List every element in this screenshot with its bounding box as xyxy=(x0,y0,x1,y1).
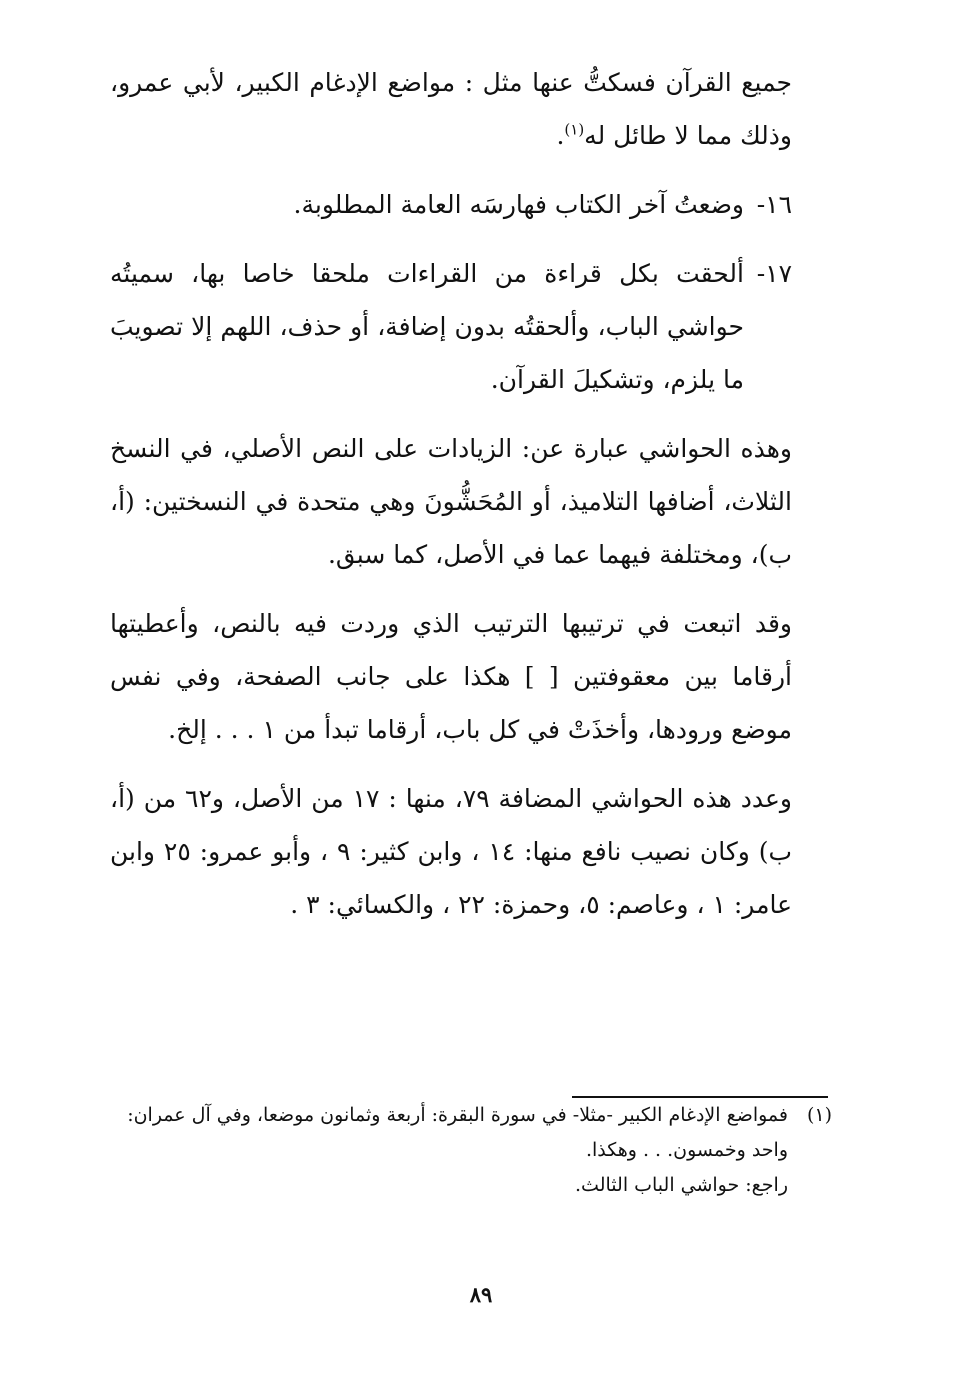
paragraph-adad: وعدد هذه الحواشي المضافة ٧٩، منها : ١٧ من الأصل، و٦٢ من (أ، ب) وكان نصيب نافع منها: ١٤ ، وابن كثير: ٩ ، وأبو عمرو: ٢٥ وابن عامر: ١ ، وعاصم: ٥، وحمزة: ٢٢ ، والكسائي: ٣ . xyxy=(110,784,792,919)
footnotes xyxy=(110,1098,832,1203)
footnote-reference[interactable]: (١) xyxy=(564,120,585,139)
list-item-number: ١٦- xyxy=(756,190,792,219)
list-item-text: وضعتُ آخر الكتاب فهارسَه العامة المطلوبة. xyxy=(293,190,744,219)
list-item-16 xyxy=(110,178,792,231)
paragraph-tartib: وقد اتبعت في ترتيبها الترتيب الذي وردت فيه بالنص، وأعطيتها أرقاما بين معقوفتين [ ] هكذا على جانب الصفحة، وفي نفس موضع ورودها، وأخذَتْ في كل باب، أرقاما تبدأ من ١ . . . إلخ. xyxy=(110,609,792,744)
page-number: ٨٩ xyxy=(469,1282,493,1307)
paragraph-hawashi: وهذه الحواشي عبارة عن: الزيادات على النص الأصلي، في النسخ الثلاث، أضافها التلاميذ، أو المُحَشُّونَ وهي متحدة في النسختين: (أ، ب)، ومختلفة فيهما عما في الأصل، كما سبق. xyxy=(110,434,792,569)
list-item-number: ١٧- xyxy=(756,259,792,288)
paragraph-continued: جميع القرآن فسكتُّ عنها مثل : مواضع الإدغام الكبير، لأبي عمرو، وذلك مما لا طائل له$^{(١)}$. xyxy=(110,68,792,150)
footnote-1 xyxy=(110,1098,832,1203)
footnote-line-1: فمواضع الإدغام الكبير -مثلا- في سورة البقرة: أربعة وثمانون موضعا، وفي آل عمران: واحد وخمسون. . . وهكذا. xyxy=(127,1104,788,1161)
list-item-17 xyxy=(110,247,792,406)
list-item-text: ألحقت بكل قراءة من القراءات ملحقا خاصا بها، سميتُه حواشي الباب، وألحقتُه بدون إضافة، أو حذف، اللهم إلا تصويبَ ما يلزم، وتشكيلَ القرآن. xyxy=(110,259,744,394)
footnote-number: (١) xyxy=(806,1104,832,1126)
footnote-line-2: راجع: حواشي الباب الثالث. xyxy=(575,1174,788,1196)
